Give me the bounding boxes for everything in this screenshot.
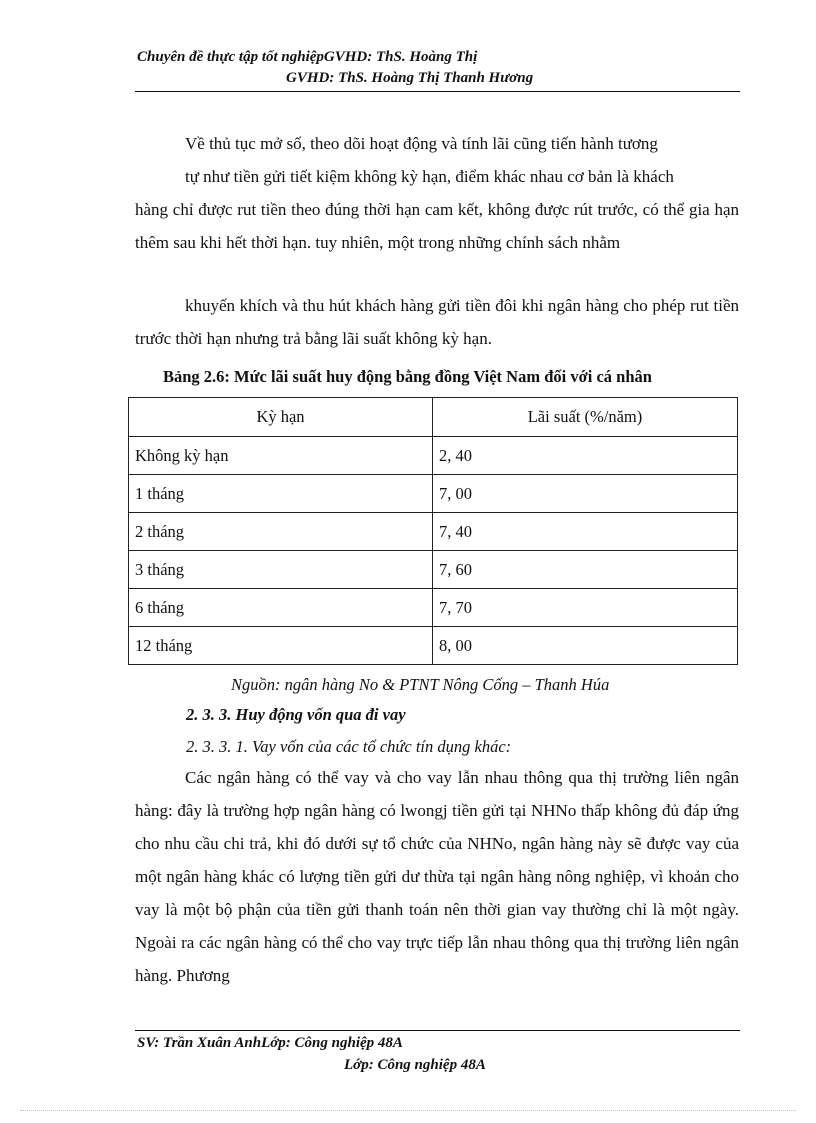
rate-cell: 7, 00 bbox=[433, 475, 738, 513]
footer-line-2: Lớp: Công nghiệp 48A bbox=[344, 1057, 486, 1073]
table-header-row bbox=[129, 398, 738, 437]
interest-rate-table bbox=[128, 397, 738, 665]
term-cell: 12 tháng bbox=[129, 627, 433, 665]
term-cell: 6 tháng bbox=[129, 589, 433, 627]
header-line-1: Chuyên đề thực tập tốt nghiệpGVHD: ThS. Hoàng Thị bbox=[137, 49, 478, 65]
column-header-term: Kỳ hạn bbox=[129, 398, 433, 437]
footer-line-1: SV: Trần Xuân AnhLớp: Công nghiệp 48A bbox=[137, 1035, 403, 1051]
rate-cell: 2, 40 bbox=[433, 437, 738, 475]
rate-cell: 7, 60 bbox=[433, 551, 738, 589]
paragraph-1-line-1: Về thủ tục mở số, theo dõi hoạt động và tính lãi cũng tiến hành tương bbox=[185, 134, 658, 153]
paragraph-1-line-2: tự như tiền gửi tiết kiệm không kỳ hạn, điểm khác nhau cơ bản là khách bbox=[185, 167, 674, 186]
paragraph-2 bbox=[135, 289, 739, 355]
paragraph-2-text: khuyến khích và thu hút khách hàng gửi tiền đôi khi ngân hàng cho phép rut tiền trước thời hạn nhưng trả bằng lãi suất không kỳ hạn. bbox=[135, 296, 739, 348]
table-source: Nguồn: ngân hàng No & PTNT Nông Cống – Thanh Húa bbox=[231, 675, 610, 694]
paragraph-3 bbox=[135, 761, 739, 992]
subsection-heading: 2. 3. 3. 1. Vay vốn của các tổ chức tín dụng khác: bbox=[186, 737, 512, 756]
section-heading: 2. 3. 3. Huy động vốn qua đi vay bbox=[186, 705, 406, 724]
table-row bbox=[129, 475, 738, 513]
header-rule bbox=[135, 91, 740, 92]
footer-rule bbox=[135, 1030, 740, 1031]
table-row bbox=[129, 627, 738, 665]
table-row bbox=[129, 589, 738, 627]
term-cell: 2 tháng bbox=[129, 513, 433, 551]
table-row bbox=[129, 513, 738, 551]
paragraph-3-text: Các ngân hàng có thể vay và cho vay lẫn nhau thông qua thị trường liên ngân hàng: đây là trường hợp ngân hàng có lwongj tiền gửi tại NHNo thấp không đủ đáp ứng cho nhu cầu chi trả, khi đó dưới sự tổ chức của NHNo, ngân hàng này sẽ được vay của một ngân hàng khác có lượng tiền gửi dư thừa tại ngân hàng nông nghiệp, vì khoản cho vay là một bộ phận của tiền gửi thanh toán nên thời gian vay thường chỉ là một ngày. Ngoài ra các ngân hàng có thể cho vay trực tiếp lẫn nhau thông qua thị trường liên ngân hàng. Phương bbox=[135, 768, 739, 985]
rate-cell: 8, 00 bbox=[433, 627, 738, 665]
page-bottom-border bbox=[20, 1110, 796, 1111]
rate-cell: 7, 40 bbox=[433, 513, 738, 551]
table-caption: Bảng 2.6: Mức lãi suất huy động bằng đồng Việt Nam đối với cá nhân bbox=[163, 367, 652, 386]
term-cell: 1 tháng bbox=[129, 475, 433, 513]
table-row bbox=[129, 551, 738, 589]
paragraph-1-rest: hàng chỉ được rut tiền theo đúng thời hạn cam kết, không được rút trước, có thể gia hạn thêm sau khi hết thời hạn. tuy nhiên, một trong những chính sách nhằm bbox=[135, 200, 739, 252]
header-line-2: GVHD: ThS. Hoàng Thị Thanh Hương bbox=[286, 70, 534, 86]
rate-cell: 7, 70 bbox=[433, 589, 738, 627]
table-row bbox=[129, 437, 738, 475]
paragraph-1 bbox=[135, 127, 739, 259]
term-cell: Không kỳ hạn bbox=[129, 437, 433, 475]
term-cell: 3 tháng bbox=[129, 551, 433, 589]
column-header-rate: Lãi suất (%/năm) bbox=[433, 398, 738, 437]
